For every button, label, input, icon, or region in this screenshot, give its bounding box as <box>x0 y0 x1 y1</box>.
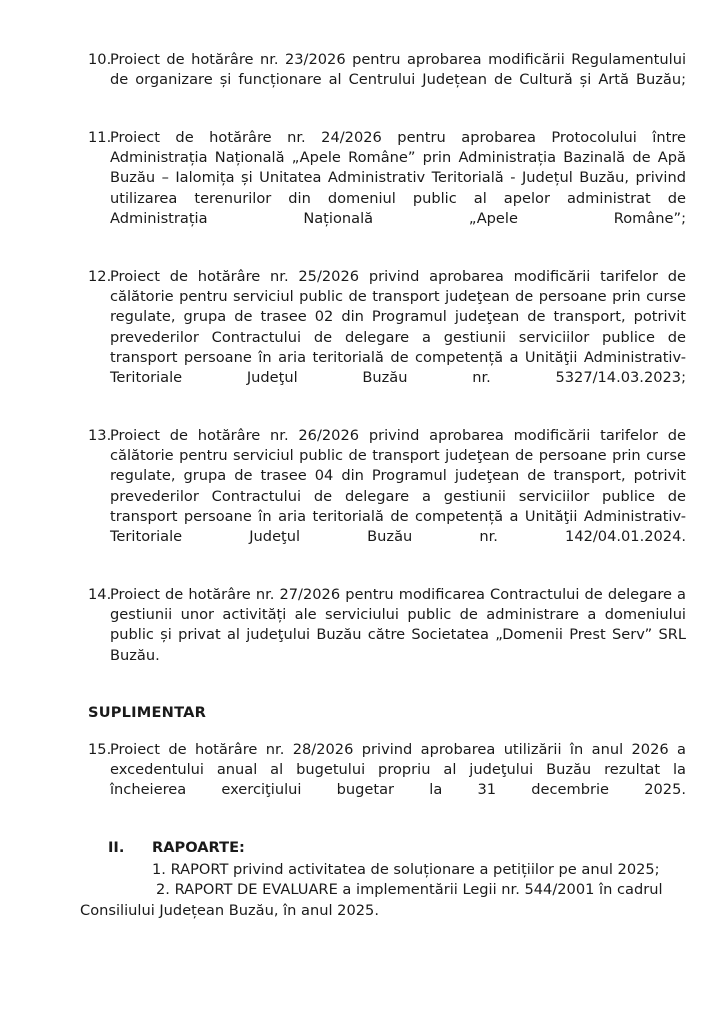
reports-heading-label: RAPOARTE: <box>152 838 245 856</box>
supplementary-item <box>88 740 686 821</box>
agenda-item-text: Proiect de hotărâre nr. 23/2026 pentru aprobarea modificării Regulamentului de organizare și funcționare al Centrului Județean de Cultură și Artă Buzău; <box>110 51 686 89</box>
report-list-item: 1. RAPORT privind activitatea de soluționare a petițiilor pe anul 2025; <box>152 861 660 879</box>
agenda-item <box>88 267 686 409</box>
supplementary-heading: SUPLIMENTAR <box>88 704 207 722</box>
agenda-item <box>88 50 686 111</box>
agenda-item-text: Proiect de hotărâre nr. 26/2026 privind aprobarea modificării tarifelor de călătorie pentru serviciul public de transport judeţean de persoane prin curse regulate, grupa de trasee 04 din Programul judeţean de transport, potrivit prevederilor Contractului de delegare a gestiunii serviciilor publice de transport persoane în aria teritorială de competență a Unităţii Administrativ-Teritoriale Judeţul Buzău nr. 142/04.01.2024. <box>110 426 686 546</box>
agenda-item-text: Proiect de hotărâre nr. 25/2026 privind aprobarea modificării tarifelor de călătorie pentru serviciul public de transport judeţean de persoane prin curse regulate, grupa de trasee 02 din Programul judeţean de transport, potrivit prevederilor Contractului de delegare a gestiunii serviciilor publice de transport persoane în aria teritorială de competență a Unităţii Administrativ-Teritoriale Judeţul Buzău nr. 5327/14.03.2023; <box>110 267 686 387</box>
agenda-item <box>88 426 686 568</box>
agenda-item-number: 14. <box>88 585 112 603</box>
agenda-item-text: Proiect de hotărâre nr. 24/2026 pentru aprobarea Protocolului între Administrația Națională „Apele Române” prin Administrația Bazinală de Apă Buzău – Ialomița și Unitatea Administrativ Teritorială - Județul Buzău, privind utilizarea terenurilor din domeniul public al apelor administrat de Administrația Națională „Apele Române”; <box>110 128 686 228</box>
supplementary-item-text: Proiect de hotărâre nr. 28/2026 privind aprobarea utilizării în anul 2026 a excedentului anual al bugetului propriu al judeţului Buzău rezultat la încheierea exerciţiului bugetar la 31 decembrie 2025. <box>110 740 686 799</box>
agenda-item-text: Proiect de hotărâre nr. 27/2026 pentru modificarea Contractului de delegare a gestiunii unor activități ale serviciului public de administrare a domeniului public și privat al judeţului Buzău către Societatea „Domenii Prest Serv” SRL Buzău. <box>110 585 686 664</box>
agenda-item-number: 10. <box>88 51 112 68</box>
reports-roman-numeral: II. <box>108 838 125 856</box>
agenda-item-number: 11. <box>88 128 112 146</box>
report-list-item-continuation: Consiliului Județean Buzău, în anul 2025. <box>80 901 379 919</box>
reports-list <box>80 860 686 921</box>
supplementary-item-number: 15. <box>88 740 112 758</box>
agenda-item <box>88 585 686 686</box>
document-body <box>80 50 686 921</box>
report-list-item: 2. RAPORT DE EVALUARE a implementării Legii nr. 544/2001 în cadrul <box>156 881 663 899</box>
agenda-item-number: 12. <box>88 267 112 285</box>
agenda-item-number: 13. <box>88 426 112 444</box>
agenda-item <box>88 128 686 250</box>
reports-heading <box>88 838 686 858</box>
